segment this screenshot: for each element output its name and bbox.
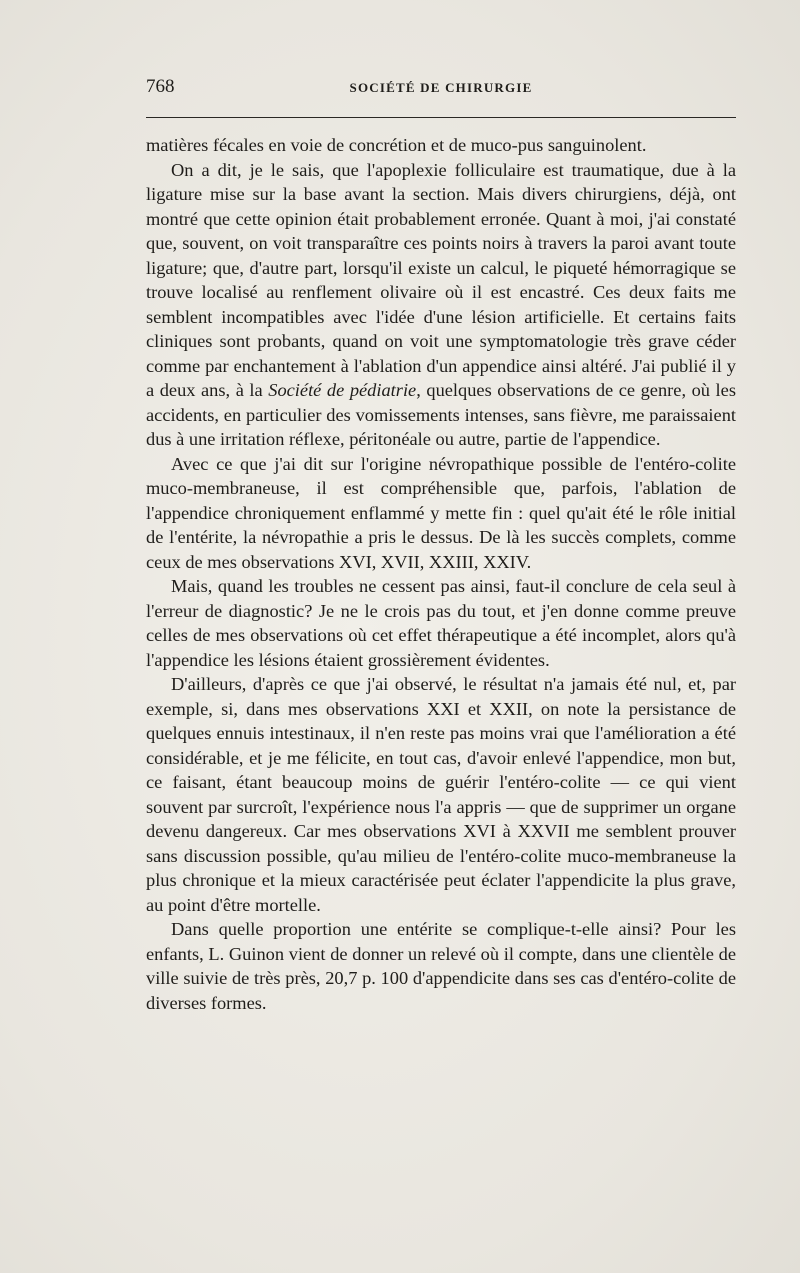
page-number: 768: [146, 76, 175, 97]
header-rule: [146, 117, 736, 118]
journal-title: Société de pédiatrie: [268, 380, 417, 400]
paragraph-4: Mais, quand les troubles ne cessent pas ainsi, faut-il conclure de cela seul à l'erreur de diagnostic? Je ne le crois pas du tout, et j'en donne comme preuve celles de mes observations où cet effet thérapeutique a été incomplet, alors qu'à l'appendice les lésions étaient grossièrement évidentes.: [146, 576, 736, 670]
paragraph-5: D'ailleurs, d'après ce que j'ai observé, le résultat n'a jamais été nul, et, par exemple, si, dans mes observations XXI et XXII, on note la persistance de quelques ennuis intestinaux, il n'en reste pas moins vrai que l'amélioration a été considérable, et je me félicite, en tout cas, d'avoir enlevé l'appendice, mon but, ce faisant, étant beaucoup moins de guérir l'entéro-colite — ce qui vient souvent par surcroît, l'expérience nous l'a appris — que de supprimer un organe devenu dangereux. Car mes observations XVI à XXVII me semblent prouver sans discussion possible, qu'au milieu de l'entéro-colite muco-membraneuse la plus chronique et la mieux caractérisée peut éclater l'appendicite la plus grave, au point d'être mortelle.: [146, 674, 736, 915]
page-header: [146, 74, 736, 104]
body-text: [146, 133, 736, 1015]
paragraph-1: matières fécales en voie de concrétion et de muco-pus sanguinolent.: [146, 135, 647, 155]
paragraph-3: Avec ce que j'ai dit sur l'origine névropathique possible de l'entéro-colite muco-membraneuse, il est compréhensible que, parfois, l'ablation de l'appendice chroniquement enflammé y mette fin : quel qu'ait été le rôle initial de l'entérite, la névropathie a pris le dessus. De là les succès complets, comme ceux de mes observations XVI, XVII, XXIII, XXIV.: [146, 453, 736, 572]
paragraph-6: Dans quelle proportion une entérite se complique-t-elle ainsi? Pour les enfants, L. Guinon vient de donner un relevé où il compte, dans une clientèle de ville suivie de très près, 20,7 p. 100 d'appendicite dans ses cas d'entéro-colite de diverses formes.: [146, 919, 736, 1013]
paragraph-2: On a dit, je le sais, que l'apoplexie folliculaire est traumatique, due à la ligature mise sur la base avant la section. Mais divers chirurgiens, déjà, ont montré que cette opinion était probablement erronée. Quant à moi, j'ai constaté que, souvent, on voit transparaître ces points noirs à travers la paroi avant toute ligature; que, d'autre part, lorsqu'il existe un calcul, le piqueté hémorragique se trouve localisé au renflement olivaire où il est encastré. Ces deux faits me semblent incompatibles avec l'idée d'une lésion artificielle. Et certains faits cliniques sont probants, quand on voit une symptomatologie très grave céder comme par enchantement à l'ablation d'un appendice ainsi altéré. J'ai publié il y a deux ans, à la Société de pédiatrie, quelques observations de ce genre, où les accidents, en particulier des vomissements intenses, sans fièvre, me paraissaient dus à une irritation réflexe, péritonéale ou autre, partie de l'appendice.: [146, 159, 736, 449]
running-title: SOCIÉTÉ DE CHIRURGIE: [349, 80, 533, 95]
